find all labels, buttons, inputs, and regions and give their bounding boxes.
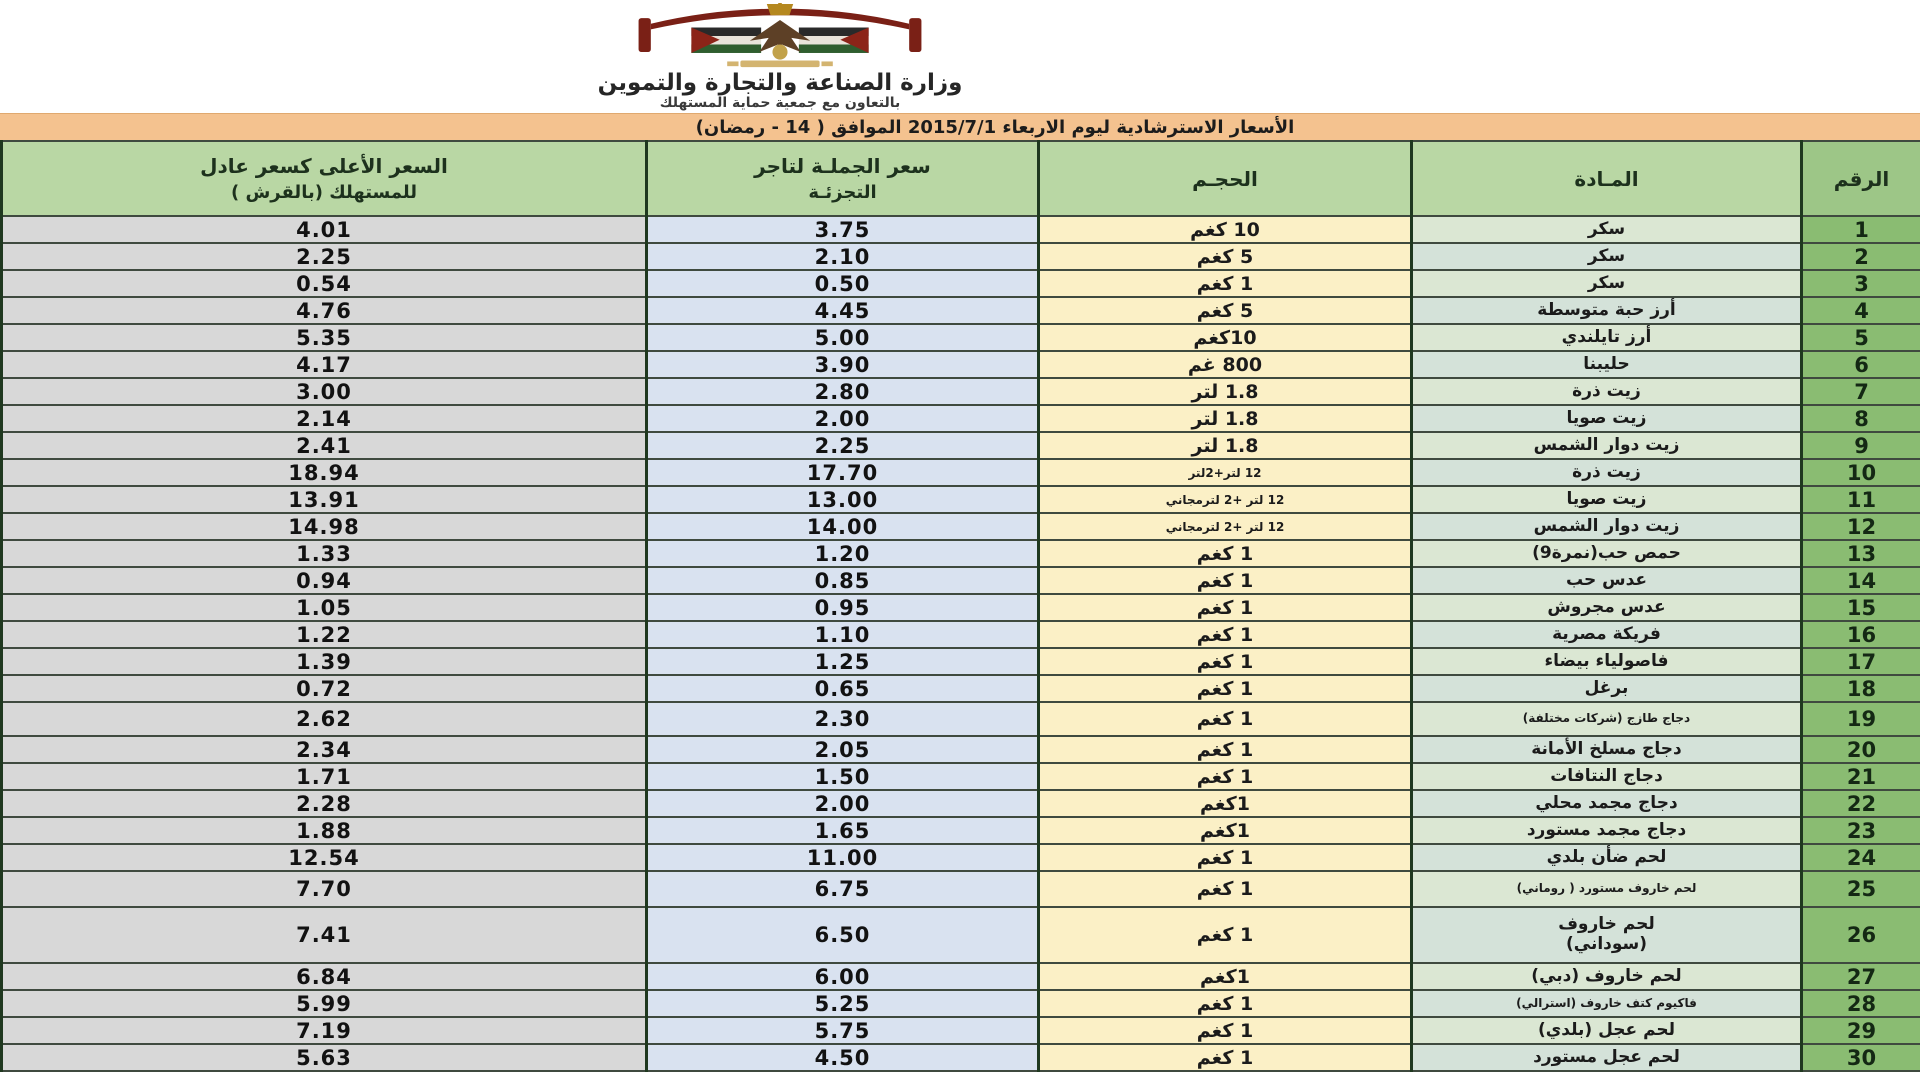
indicative-prices-table [0,140,1920,1072]
row-number-cell: 3 [1802,270,1920,297]
row-number-cell: 28 [1802,990,1920,1017]
consumer-price-cell: 0.94 [2,567,647,594]
material-cell: لحم خاروف (سوداني) [1412,907,1802,963]
table-row [2,844,1920,871]
size-cell: 1 كغم [1039,763,1412,790]
column-header-size: الحجـم [1039,141,1412,216]
wholesale-price-cell: 1.25 [647,648,1039,675]
row-number-cell: 25 [1802,871,1920,907]
row-number-cell: 14 [1802,567,1920,594]
material-cell: عدس حب [1412,567,1802,594]
size-cell: 1 كغم [1039,736,1412,763]
row-number-cell: 26 [1802,907,1920,963]
wholesale-price-cell: 11.00 [647,844,1039,871]
table-row [2,1044,1920,1071]
table-row [2,567,1920,594]
row-number-cell: 23 [1802,817,1920,844]
material-cell: سكر [1412,270,1802,297]
row-number-cell: 12 [1802,513,1920,540]
wholesale-price-cell: 4.45 [647,297,1039,324]
size-cell: 1 كغم [1039,648,1412,675]
size-cell: 1 كغم [1039,871,1412,907]
size-cell: 1 كغم [1039,270,1412,297]
row-number-cell: 24 [1802,844,1920,871]
row-number-cell: 15 [1802,594,1920,621]
size-cell: 1 كغم [1039,844,1412,871]
table-row [2,378,1920,405]
material-cell: سكر [1412,243,1802,270]
wholesale-price-cell: 0.95 [647,594,1039,621]
material-cell: دجاج مجمد مستورد [1412,817,1802,844]
consumer-price-cell: 7.41 [2,907,647,963]
material-cell: زيت ذرة [1412,378,1802,405]
table-row [2,405,1920,432]
row-number-cell: 5 [1802,324,1920,351]
size-cell: 1 كغم [1039,702,1412,736]
wholesale-price-cell: 2.00 [647,790,1039,817]
size-cell: 1كغم [1039,817,1412,844]
table-row [2,351,1920,378]
consumer-price-cell: 1.22 [2,621,647,648]
consumer-price-cell: 6.84 [2,963,647,990]
wholesale-price-cell: 2.30 [647,702,1039,736]
row-number-cell: 9 [1802,432,1920,459]
size-cell: 1 كغم [1039,1017,1412,1044]
size-cell: 10كغم [1039,324,1412,351]
column-header-wholesale: سعر الجملـة لتاجر التجزئـة [647,141,1039,216]
size-cell: 5 كغم [1039,243,1412,270]
wholesale-price-cell: 0.50 [647,270,1039,297]
row-number-cell: 13 [1802,540,1920,567]
material-cell: برغل [1412,675,1802,702]
wholesale-price-cell: 6.75 [647,871,1039,907]
consumer-price-cell: 18.94 [2,459,647,486]
size-cell: 1 كغم [1039,567,1412,594]
wholesale-price-cell: 2.25 [647,432,1039,459]
table-row [2,486,1920,513]
table-row [2,270,1920,297]
table-header [2,141,1920,216]
table-row [2,243,1920,270]
material-cell: فريكة مصرية [1412,621,1802,648]
material-cell: فاكيوم كتف خاروف (استرالي) [1412,990,1802,1017]
row-number-cell: 19 [1802,702,1920,736]
size-cell: 1 كغم [1039,990,1412,1017]
row-number-cell: 1 [1802,216,1920,243]
wholesale-price-cell: 2.00 [647,405,1039,432]
row-number-cell: 2 [1802,243,1920,270]
wholesale-price-cell: 1.20 [647,540,1039,567]
consumer-price-cell: 7.70 [2,871,647,907]
table-row [2,513,1920,540]
consumer-price-cell: 13.91 [2,486,647,513]
row-number-cell: 16 [1802,621,1920,648]
size-cell: 1 كغم [1039,621,1412,648]
row-number-cell: 7 [1802,378,1920,405]
table-row [2,736,1920,763]
consumer-price-cell: 2.41 [2,432,647,459]
table-row [2,990,1920,1017]
material-cell: عدس مجروش [1412,594,1802,621]
material-cell: زيت دوار الشمس [1412,513,1802,540]
table-row [2,621,1920,648]
row-number-cell: 20 [1802,736,1920,763]
material-cell: لحم ضأن بلدي [1412,844,1802,871]
material-cell: حمص حب(نمرة9) [1412,540,1802,567]
wholesale-price-cell: 2.80 [647,378,1039,405]
consumer-price-cell: 0.54 [2,270,647,297]
consumer-price-cell: 7.19 [2,1017,647,1044]
material-cell: لحم عجل (بلدي) [1412,1017,1802,1044]
size-cell: 1 كغم [1039,675,1412,702]
consumer-price-cell: 2.34 [2,736,647,763]
row-number-cell: 21 [1802,763,1920,790]
material-cell: أرز تايلندي [1412,324,1802,351]
consumer-price-cell: 4.76 [2,297,647,324]
wholesale-price-cell: 0.85 [647,567,1039,594]
consumer-price-cell: 4.01 [2,216,647,243]
consumer-price-cell: 5.35 [2,324,647,351]
wholesale-price-cell: 3.75 [647,216,1039,243]
material-cell: فاصولياء بيضاء [1412,648,1802,675]
table-row [2,297,1920,324]
row-number-cell: 11 [1802,486,1920,513]
price-list-title-bar [0,113,1920,140]
size-cell: 1.8 لتر [1039,405,1412,432]
row-number-cell: 17 [1802,648,1920,675]
table-row [2,963,1920,990]
material-cell: أرز حبة متوسطة [1412,297,1802,324]
consumer-price-cell: 5.63 [2,1044,647,1071]
wholesale-price-cell: 5.25 [647,990,1039,1017]
row-number-cell: 29 [1802,1017,1920,1044]
price-list-title: الأسعار الاسترشادية ليوم الاربعاء 2015/7/1 الموافق ( 14 - رمضان) [695,116,1295,138]
wholesale-price-cell: 13.00 [647,486,1039,513]
size-cell: 1 كغم [1039,594,1412,621]
wholesale-price-cell: 6.50 [647,907,1039,963]
jordan-coat-of-arms-logo [620,3,940,69]
row-number-cell: 18 [1802,675,1920,702]
table-row [2,907,1920,963]
price-table-body [2,216,1920,1071]
size-cell: 1.8 لتر [1039,378,1412,405]
wholesale-price-cell: 5.00 [647,324,1039,351]
ministry-title: وزارة الصناعة والتجارة والتموين [597,70,963,96]
consumer-price-cell: 12.54 [2,844,647,871]
size-cell: 12 لتر+2لتر [1039,459,1412,486]
wholesale-price-cell: 1.50 [647,763,1039,790]
material-cell: لحم خاروف (دبي) [1412,963,1802,990]
consumer-price-cell: 3.00 [2,378,647,405]
size-cell: 12 لتر +2 لترمجاني [1039,513,1412,540]
size-cell: 1كغم [1039,963,1412,990]
column-header-number: الرقم [1802,141,1920,216]
size-cell: 1كغم [1039,790,1412,817]
size-cell: 1.8 لتر [1039,432,1412,459]
cooperation-subtitle: بالتعاون مع جمعية حماية المستهلك [659,95,901,111]
consumer-price-cell: 2.28 [2,790,647,817]
table-row [2,790,1920,817]
size-cell: 1 كغم [1039,1044,1412,1071]
size-cell: 800 غم [1039,351,1412,378]
wholesale-price-cell: 2.05 [647,736,1039,763]
material-cell: زيت صويا [1412,486,1802,513]
column-header-consumer: السعر الأعلى كسعر عادل للمستهلك (بالقرش ) [2,141,647,216]
table-row [2,540,1920,567]
size-cell: 1 كغم [1039,540,1412,567]
material-cell: سكر [1412,216,1802,243]
table-row [2,216,1920,243]
wholesale-price-cell: 1.10 [647,621,1039,648]
table-row [2,763,1920,790]
table-row [2,594,1920,621]
consumer-price-cell: 1.71 [2,763,647,790]
consumer-price-cell: 1.05 [2,594,647,621]
consumer-price-cell: 14.98 [2,513,647,540]
size-cell: 10 كغم [1039,216,1412,243]
size-cell: 1 كغم [1039,907,1412,963]
material-cell: لحم عجل مستورد [1412,1044,1802,1071]
consumer-price-cell: 5.99 [2,990,647,1017]
document-header [0,0,1560,113]
material-cell: لحم خاروف مستورد ( روماني) [1412,871,1802,907]
table-row [2,432,1920,459]
row-number-cell: 30 [1802,1044,1920,1071]
wholesale-price-cell: 0.65 [647,675,1039,702]
column-header-material: المـادة [1412,141,1802,216]
consumer-price-cell: 2.62 [2,702,647,736]
table-row [2,324,1920,351]
wholesale-price-cell: 14.00 [647,513,1039,540]
consumer-price-cell: 1.88 [2,817,647,844]
wholesale-price-cell: 17.70 [647,459,1039,486]
material-cell: حليبنا [1412,351,1802,378]
material-cell: دجاج مسلخ الأمانة [1412,736,1802,763]
size-cell: 5 كغم [1039,297,1412,324]
wholesale-price-cell: 2.10 [647,243,1039,270]
material-cell: زيت دوار الشمس [1412,432,1802,459]
table-row [2,871,1920,907]
row-number-cell: 22 [1802,790,1920,817]
table-row [2,675,1920,702]
material-cell: زيت ذرة [1412,459,1802,486]
consumer-price-cell: 0.72 [2,675,647,702]
table-row [2,648,1920,675]
coat-of-arms-icon [620,3,940,69]
row-number-cell: 6 [1802,351,1920,378]
size-cell: 12 لتر +2 لترمجاني [1039,486,1412,513]
wholesale-price-cell: 4.50 [647,1044,1039,1071]
row-number-cell: 8 [1802,405,1920,432]
consumer-price-cell: 2.14 [2,405,647,432]
table-row [2,459,1920,486]
row-number-cell: 4 [1802,297,1920,324]
consumer-price-cell: 2.25 [2,243,647,270]
wholesale-price-cell: 6.00 [647,963,1039,990]
consumer-price-cell: 4.17 [2,351,647,378]
consumer-price-cell: 1.33 [2,540,647,567]
material-cell: دجاج مجمد محلي [1412,790,1802,817]
table-row [2,817,1920,844]
row-number-cell: 27 [1802,963,1920,990]
consumer-price-cell: 1.39 [2,648,647,675]
table-row [2,1017,1920,1044]
material-cell: دجاج النتافات [1412,763,1802,790]
material-cell: زيت صويا [1412,405,1802,432]
row-number-cell: 10 [1802,459,1920,486]
material-cell: دجاج طازج (شركات مختلفة) [1412,702,1802,736]
wholesale-price-cell: 5.75 [647,1017,1039,1044]
table-row [2,702,1920,736]
wholesale-price-cell: 1.65 [647,817,1039,844]
wholesale-price-cell: 3.90 [647,351,1039,378]
